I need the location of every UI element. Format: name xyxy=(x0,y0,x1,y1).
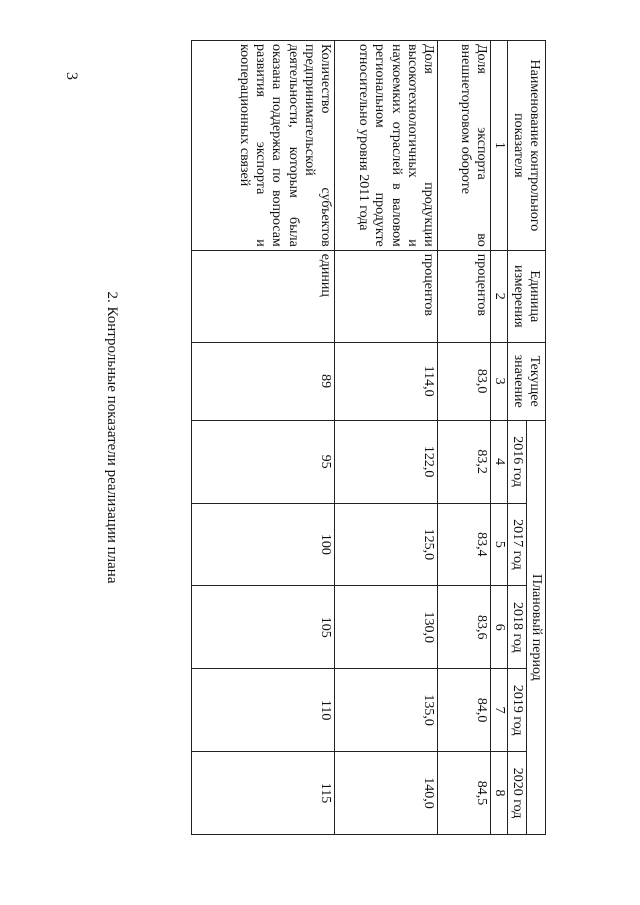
header-row-top xyxy=(526,41,545,835)
indicator-name: Доля экспорта во внешнеторговом обороте xyxy=(437,41,490,251)
indicator-value: 83,2 xyxy=(437,420,490,503)
indicator-current: 114,0 xyxy=(334,342,437,420)
indicator-value: 105 xyxy=(191,586,334,669)
header-year: 2019 год xyxy=(507,669,526,752)
column-number: 8 xyxy=(490,752,507,835)
header-year: 2020 год xyxy=(507,752,526,835)
indicator-current: 83,0 xyxy=(437,342,490,420)
column-number: 6 xyxy=(490,586,507,669)
column-number-row xyxy=(490,41,507,835)
indicator-value: 140,0 xyxy=(334,752,437,835)
indicator-value: 115 xyxy=(191,752,334,835)
indicator-value: 84,0 xyxy=(437,669,490,752)
table-row xyxy=(334,41,437,835)
column-number: 4 xyxy=(490,420,507,503)
indicator-current: 89 xyxy=(191,342,334,420)
column-number: 7 xyxy=(490,669,507,752)
header-planned-period: Плановый период xyxy=(526,420,545,834)
section-title: 2. Контрольные показатели реализации плана xyxy=(104,291,120,584)
indicator-unit: единиц xyxy=(191,250,334,342)
page-number: 3 xyxy=(63,72,80,80)
indicator-name: Доля продукции высокотехнологичных и наукоемких отраслей в валовом региональном продукте относительно уровня 2011 года xyxy=(334,41,437,251)
indicator-value: 95 xyxy=(191,420,334,503)
rotated-page-content xyxy=(100,20,590,855)
indicator-value: 100 xyxy=(191,503,334,586)
table-row xyxy=(437,41,490,835)
indicator-value: 135,0 xyxy=(334,669,437,752)
header-name: Наименование контрольного показателя xyxy=(507,41,545,251)
indicator-value: 122,0 xyxy=(334,420,437,503)
indicator-value: 110 xyxy=(191,669,334,752)
indicator-name: Количество субъектов предпринимательской деятельности, которым была оказана поддержка по вопросам развития экспорта и кооперационных связей xyxy=(191,41,334,251)
indicator-unit: процентов xyxy=(437,250,490,342)
table-row xyxy=(191,41,334,835)
column-number: 5 xyxy=(490,503,507,586)
indicator-value: 83,6 xyxy=(437,586,490,669)
header-year: 2016 год xyxy=(507,420,526,503)
column-number: 1 xyxy=(490,41,507,251)
indicator-value: 84,5 xyxy=(437,752,490,835)
indicator-value: 130,0 xyxy=(334,586,437,669)
indicator-value: 83,4 xyxy=(437,503,490,586)
header-year: 2018 год xyxy=(507,586,526,669)
indicator-unit: процентов xyxy=(334,250,437,342)
indicator-value: 125,0 xyxy=(334,503,437,586)
header-year: 2017 год xyxy=(507,503,526,586)
column-number: 3 xyxy=(490,342,507,420)
header-unit: Единица измерения xyxy=(507,250,545,342)
indicators-table xyxy=(191,40,546,835)
header-current: Текущее значение xyxy=(507,342,545,420)
column-number: 2 xyxy=(490,250,507,342)
